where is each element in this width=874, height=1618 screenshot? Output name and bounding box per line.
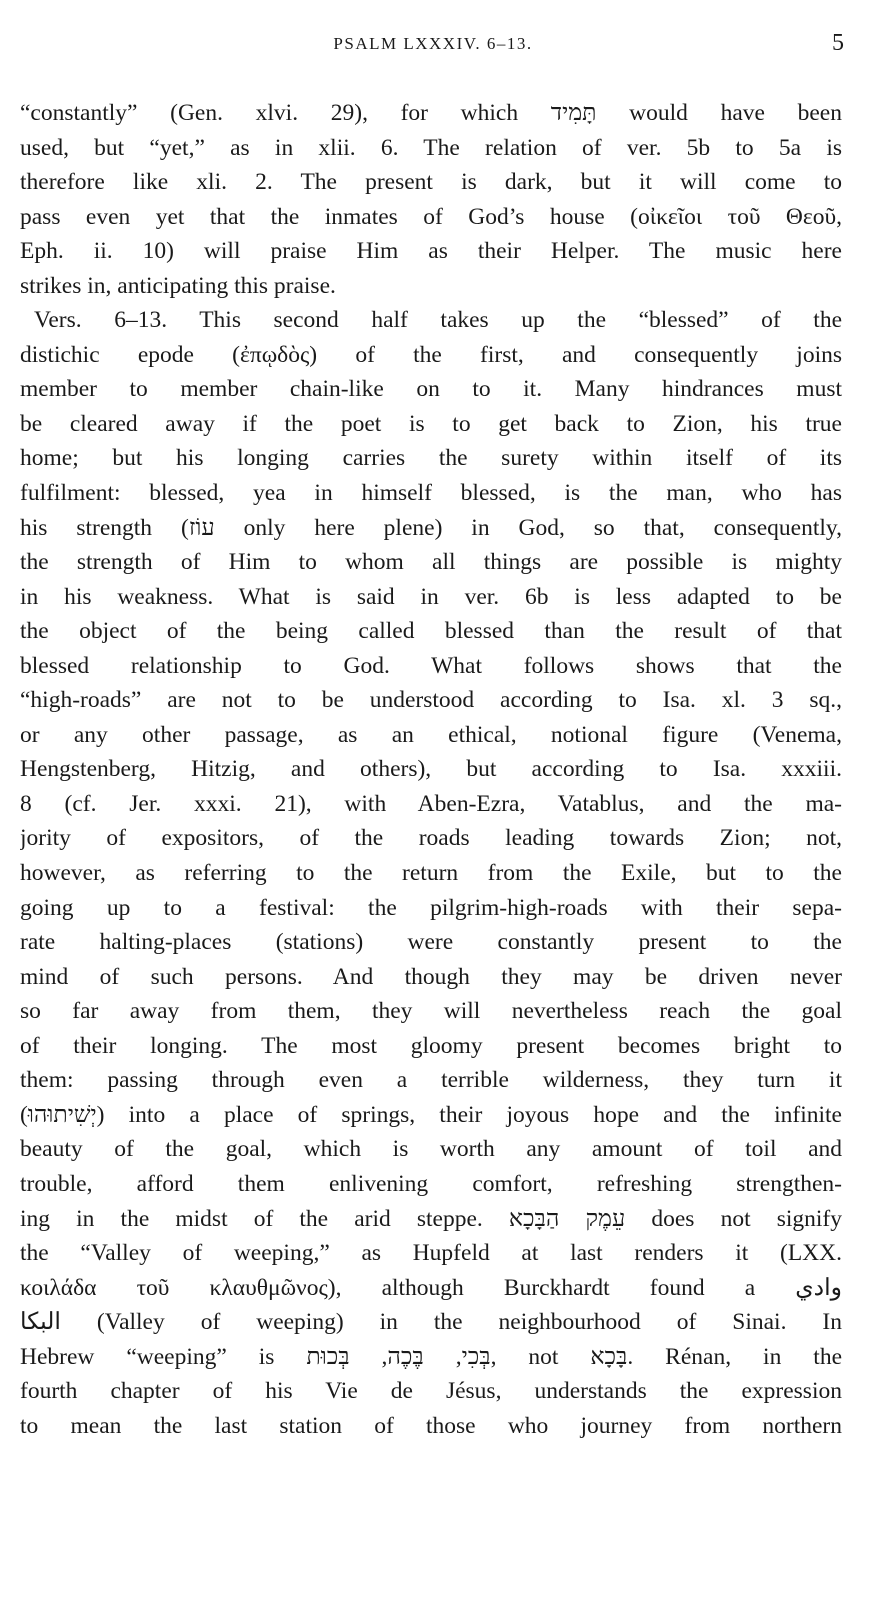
text-line: used, but “yet,” as in xlii. 6. The relation of ver. 5b to 5a is (20, 134, 842, 161)
text-line: in his weakness. What is said in ver. 6b is less adapted to be (20, 583, 842, 610)
text-line: mind of such persons. And though they may be driven never (20, 963, 842, 990)
text-line: going up to a festival: the pilgrim-high-roads with their sepa- (20, 894, 842, 921)
text-line: fourth chapter of his Vie de Jésus, understands the expression (20, 1378, 842, 1405)
text-line: of their longing. The most gloomy present becomes bright to (20, 1032, 842, 1059)
text-line: home; but his longing carries the surety within itself of its (20, 445, 842, 472)
text-line: ing in the midst of the arid steppe. עֵמֶק הַבָּכָא does not signify (20, 1205, 842, 1232)
text-line: however, as referring to the return from the Exile, but to the (20, 860, 842, 887)
text-line: be cleared away if the poet is to get back to Zion, his true (20, 410, 842, 437)
text-line: 8 (cf. Jer. xxxi. 21), with Aben-Ezra, Vatablus, and the ma- (20, 790, 842, 817)
text-line: member to member chain-like on to it. Many hindrances must (20, 376, 842, 403)
text-line: the object of the being called blessed than the result of that (20, 618, 842, 645)
text-line: the “Valley of weeping,” as Hupfeld at last renders it (LXX. (20, 1240, 842, 1267)
text-line: trouble, afford them enlivening comfort, refreshing strengthen- (20, 1170, 842, 1197)
text-line: Eph. ii. 10) will praise Him as their Helper. The music here (20, 238, 842, 265)
text-line: jority of expositors, of the roads leading towards Zion; not, (20, 825, 842, 852)
text-line: Hebrew “weeping” is בְּכִי, בֶּכֶה, בְּכוּת, not בָּכָא. Rénan, in the (20, 1343, 842, 1370)
text-line: so far away from them, they will nevertheless reach the goal (20, 998, 842, 1025)
page-number: 5 (832, 30, 844, 56)
text-line: therefore like xli. 2. The present is dark, but it will come to (20, 169, 842, 196)
text-line: “high-roads” are not to be understood according to Isa. xl. 3 sq., (20, 687, 842, 714)
page-header (22, 30, 844, 62)
text-line: to mean the last station of those who journey from northern (20, 1412, 842, 1439)
text-line: fulfilment: blessed, yea in himself blessed, is the man, who has (20, 480, 842, 507)
text-line: blessed relationship to God. What follows shows that the (20, 652, 842, 679)
text-line: κοιλάδα τοῦ κλαυθμῶνος), although Burckhardt found a وادي (20, 1274, 842, 1301)
text-line: or any other passage, as an ethical, notional figure (Venema, (20, 721, 842, 748)
text-line: beauty of the goal, which is worth any amount of toil and (20, 1136, 842, 1163)
running-head: PSALM LXXXIV. 6–13. (333, 34, 533, 53)
text-line: البكا (Valley of weeping) in the neighbourhood of Sinai. In (20, 1309, 842, 1336)
text-line: Hengstenberg, Hitzig, and others), but according to Isa. xxxiii. (20, 756, 842, 783)
text-line: rate halting-places (stations) were constantly present to the (20, 929, 842, 956)
text-line: his strength (עוֹז only here plene) in God, so that, consequently, (20, 514, 842, 541)
text-line: pass even yet that the inmates of God’s house (οἰκεῖοι τοῦ Θεοῦ, (20, 203, 842, 230)
text-line: Vers. 6–13. This second half takes up the “blessed” of the (34, 307, 842, 334)
text-line: (יְשִׁיתוּהוּ) into a place of springs, their joyous hope and the infinite (20, 1101, 842, 1128)
text-line: distichic epode (ἐπῳδὸς) of the first, and consequently joins (20, 341, 842, 368)
text-line: the strength of Him to whom all things are possible is mighty (20, 549, 842, 576)
text-line: “constantly” (Gen. xlvi. 29), for which תָּמִיד would have been (20, 100, 842, 126)
body-text (20, 96, 842, 1443)
text-line: strikes in, anticipating this praise. (20, 272, 336, 299)
text-line: them: passing through even a terrible wilderness, they turn it (20, 1067, 842, 1094)
